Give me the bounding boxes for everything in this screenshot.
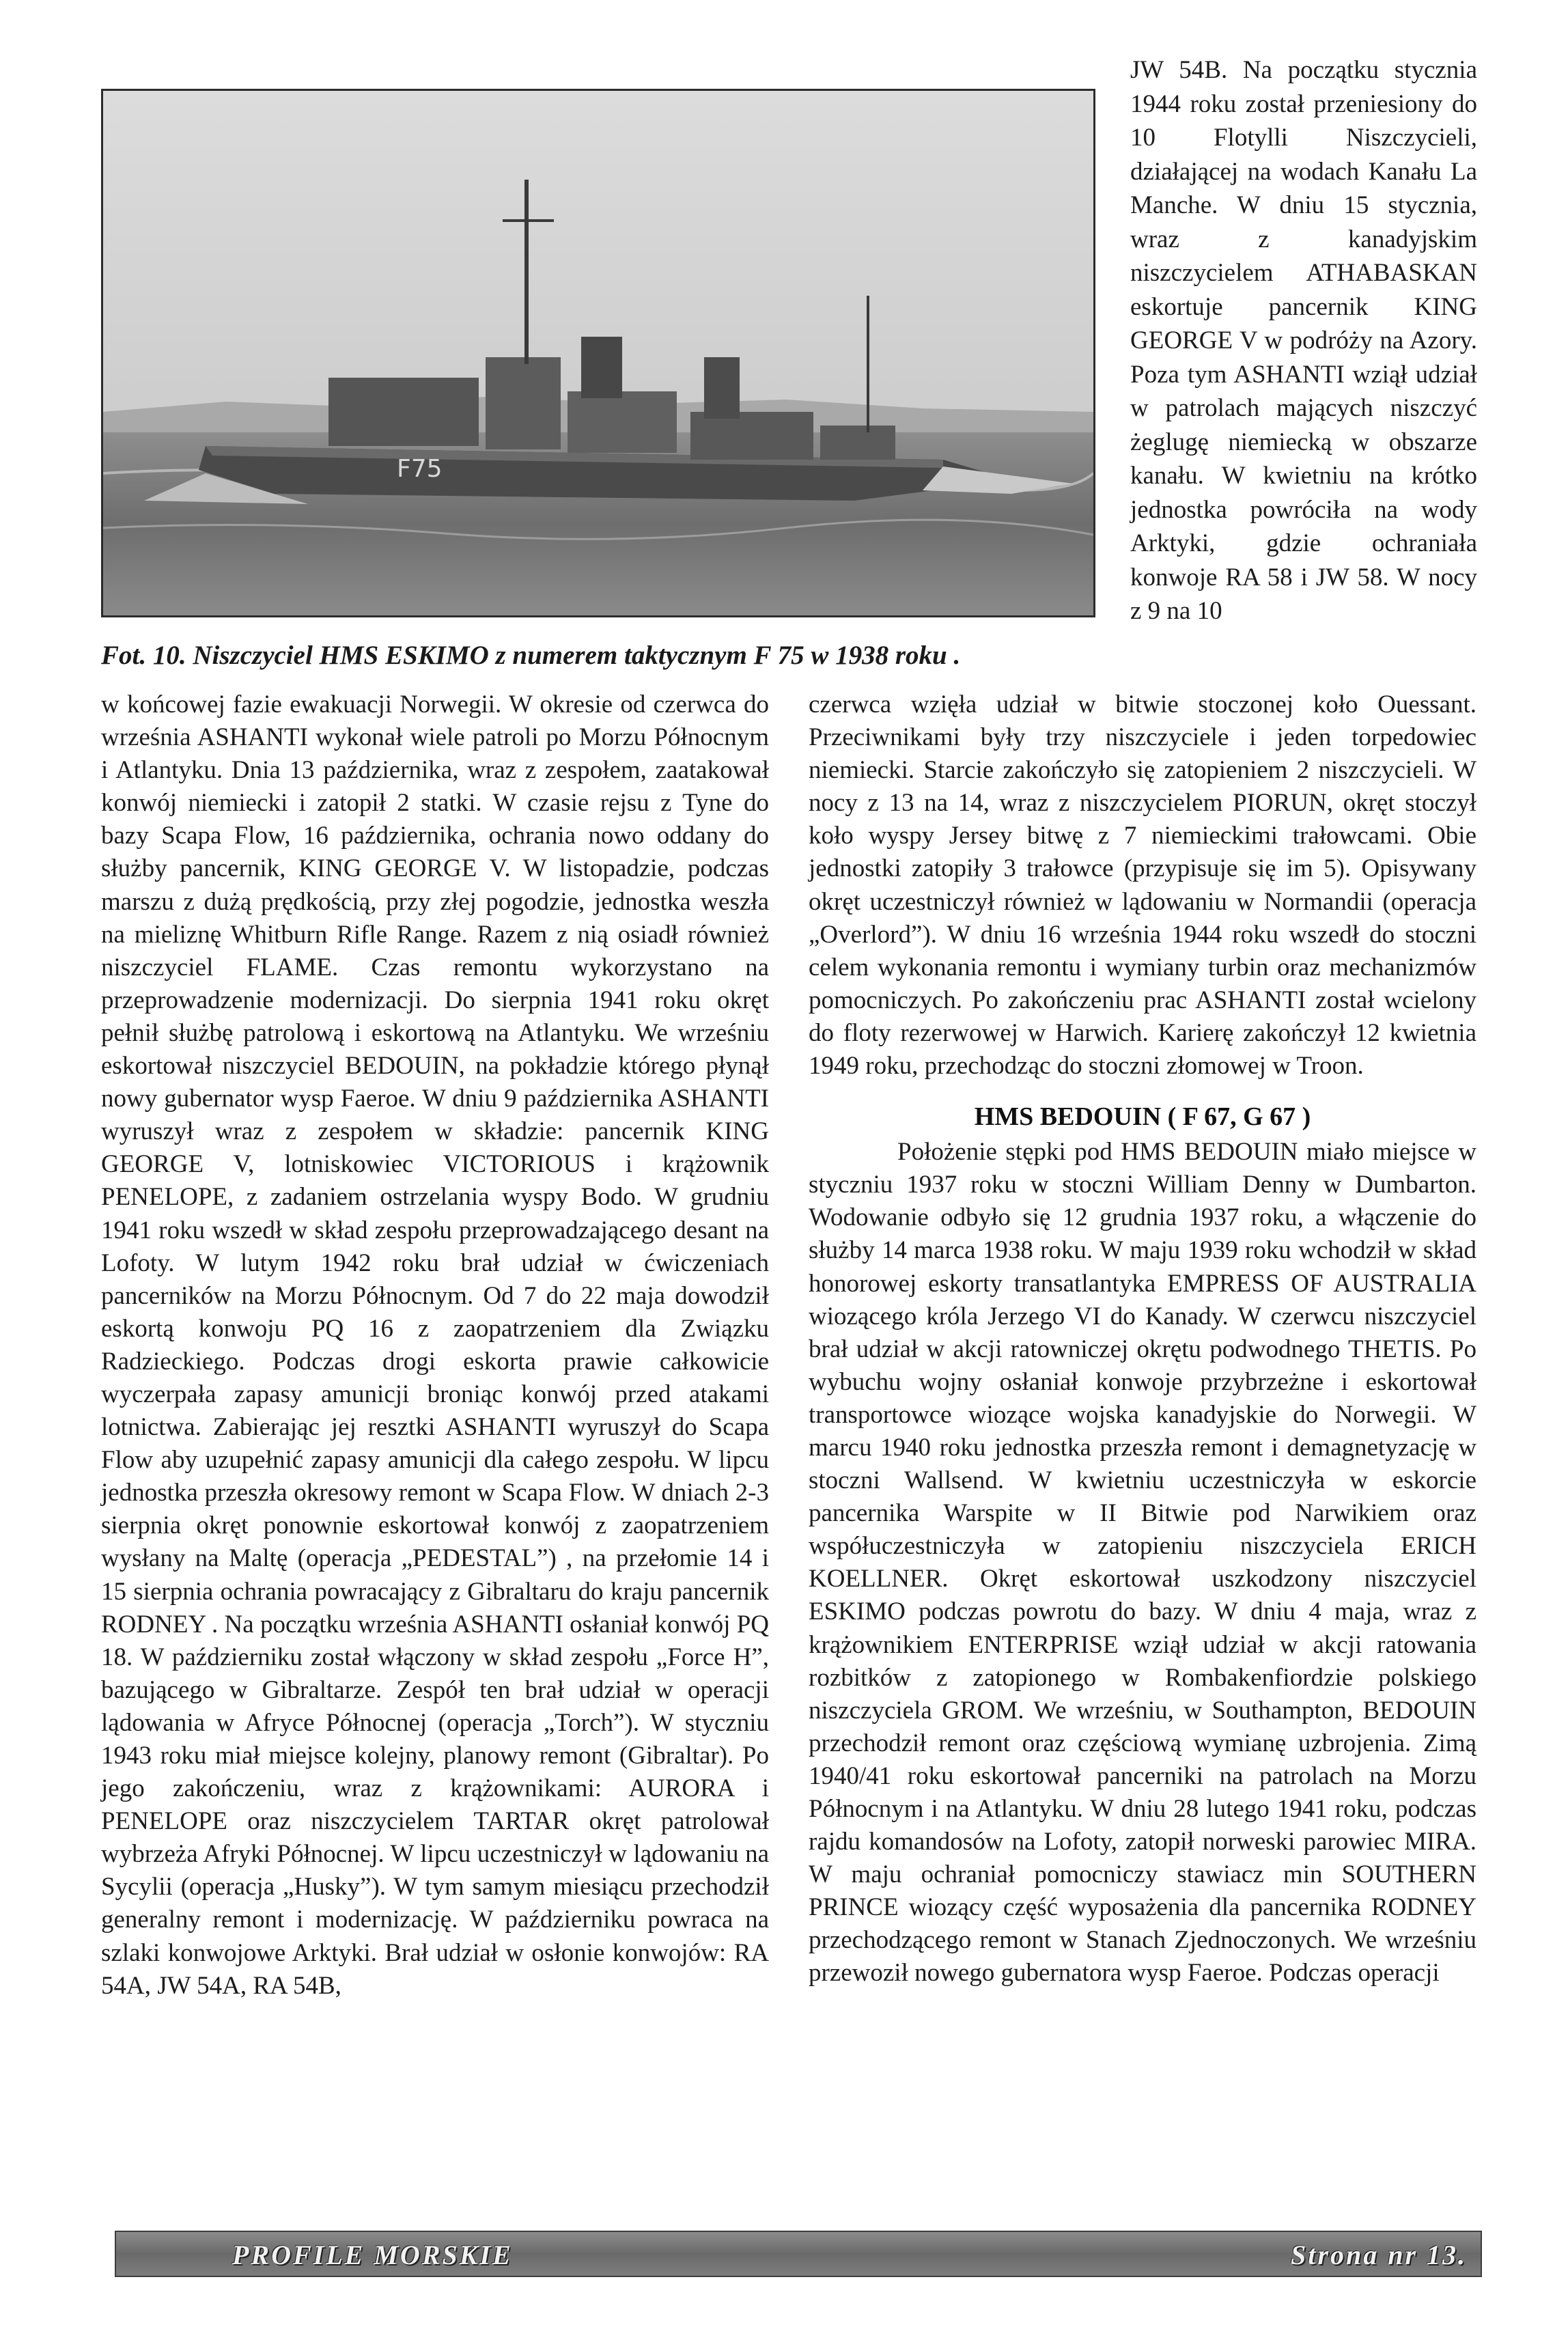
- right-column: [809, 688, 1476, 1990]
- footer-page-number: Strona nr 13.: [1291, 2240, 1467, 2270]
- section-heading: HMS BEDOUIN ( F 67, G 67 ): [974, 1102, 1311, 1132]
- top-right-column: [1130, 53, 1477, 628]
- photo-caption: Fot. 10. Niszczyciel HMS ESKIMO z numerem taktycznym F 75 w 1938 roku .: [101, 641, 961, 670]
- right-column-section-paragraph: Położenie stępki pod HMS BEDOUIN miało miejsce w styczniu 1937 roku w stoczni William Denny w Dumbarton. Wodowanie odbyło się 12 grudnia 1937 roku, a włączenie do służby 14 marca 1938 roku. W maju 1939 roku wchodził w skład honorowej eskorty transatlantyka EMPRESS OF AUSTRALIA wiozącego króla Jerzego VI do Kanady. W czerwcu niszczyciel brał udział w akcji ratowniczej okrętu podwodnego THETIS. Po wybuchu wojny osłaniał konwoje przybrzeżne i eskortował transportowce wiozące wojska kanadyjskie do Norwegii. W marcu 1940 roku jednostka przeszła remont i demagnetyzację w stoczni Wallsend. W kwietniu uczestniczyła w eskorcie pancernika Warspite w II Bitwie pod Narwikiem oraz współuczestniczyła w zatopieniu niszczyciela ERICH KOELLNER. Okręt eskortował uszkodzony niszczyciel ESKIMO podczas powrotu do bazy. W dniu 4 maja, wraz z krążownikiem ENTERPRISE wziął udział w akcji ratowania rozbitków z zatopionego w Rombakenfiordzie polskiego niszczyciela GROM. We wrześniu, w Southampton, BEDOUIN przechodził remont oraz częściową wymianę uzbrojenia. Zimą 1940/41 roku eskortował pancerniki na patrolach na Morzu Północnym i na Atlantyku. W dniu 28 lutego 1941 roku, podczas rajdu komandosów na Lofoty, zatopił norweski parowiec MIRA. W maju ochraniał pomocniczy stawiacz min SOUTHERN PRINCE wiozący część wyposażenia dla pancernika RODNEY przechodzącego remont w Stanach Zjednoczonych. We wrześniu przewoził nowego gubernatora wysp Faeroe. Podczas operacji: [809, 1138, 1476, 1988]
- page-footer: [115, 2231, 1482, 2277]
- hull-number: F75: [397, 455, 443, 483]
- warship-photo-icon: [103, 91, 1093, 615]
- right-column-intro-paragraph: czerwca wzięła udział w bitwie stoczonej koło Ouessant. Przeciwnikami były trzy niszczyciele i jeden torpedowiec niemiecki. Starcie zakończyło się zatopieniem 2 niszczycieli. W nocy z 13 na 14, wraz z niszczycielem PIORUN, okręt stoczył koło wyspy Jersey bitwę z 7 niemieckimi trałowcami. Obie jednostki zatopiły 3 trałowce (przypisuje się im 5). Opisywany okręt uczestniczył również w lądowaniu w Normandii (operacja „Overlord”). W dniu 16 września 1944 roku wszedł do stoczni celem wykonania remontu i wymiany turbin oraz mechanizmów pomocniczych. Po zakończeniu prac ASHANTI został wcielony do floty rezerwowej w Harwich. Karierę zakończył 12 kwietnia 1949 roku, przechodząc do stoczni złomowej w Troon.: [809, 691, 1476, 1080]
- top-right-paragraph: JW 54B. Na początku stycznia 1944 roku został przeniesiony do 10 Flotylli Niszczycieli, działającej na wodach Kanału La Manche. W dniu 15 stycznia, wraz z kanadyjskim niszczycielem ATHABASKAN eskortuje pancernik KING GEORGE V w podróży na Azory. Poza tym ASHANTI wziął udział w patrolach mających niszczyć żeglugę niemiecką w obszarze kanału. W kwietniu na krótko jednostka powróciła na wody Arktyki, gdzie ochraniała konwoje RA 58 i JW 58. W nocy z 9 na 10: [1130, 56, 1477, 625]
- footer-publication-title: PROFILE MORSKIE: [232, 2240, 513, 2270]
- warship-photo: [101, 89, 1095, 617]
- left-column-paragraph: w końcowej fazie ewakuacji Norwegii. W okresie od czerwca do września ASHANTI wykonał wiele patroli po Morzu Północnym i Atlantyku. Dnia 13 października, wraz z zespołem, zaatakował konwój niemiecki i zatopił 2 statki. W czasie rejsu z Tyne do bazy Scapa Flow, 16 października, ochrania nowo oddany do służby pancernik, KING GEORGE V. W listopadzie, podczas marszu z dużą prędkością, przy złej pogodzie, jednostka weszła na mieliznę Whitburn Rifle Range. Razem z nią osiadł również niszczyciel FLAME. Czas remontu wykorzystano na przeprowadzenie modernizacji. Do sierpnia 1941 roku okręt pełnił służbę patrolową i eskortową na Atlantyku. We wrześniu eskortował niszczyciel BEDOUIN, na pokładzie którego płynął nowy gubernator wysp Faeroe. W dniu 9 października ASHANTI wyruszył wraz z zespołem w składzie: pancernik KING GEORGE V, lotniskowiec VICTORIOUS i krążownik PENELOPE, z zadaniem ostrzelania wyspy Bodo. W grudniu 1941 roku wszedł w skład zespołu przeprowadzającego desant na Lofoty. W lutym 1942 roku brał udział w ćwiczeniach pancerników na Morzu Północnym. Od 7 do 22 maja dowodził eskortą konwoju PQ 16 z zaopatrzeniem dla Związku Radzieckiego. Podczas drogi eskorta prawie całkowicie wyczerpała zapasy amunicji broniąc konwój przed atakami lotnictwa. Zabierając jej resztki ASHANTI wyruszył do Scapa Flow aby uzupełnić zapasy amunicji dla całego zespołu. W lipcu jednostka przeszła okresowy remont w Scapa Flow. W dniach 2-3 sierpnia okręt ponownie eskortował konwój z zaopatrzeniem wysłany na Maltę (operacja „PEDESTAL”) , na przełomie 14 i 15 sierpnia ochrania powracający z Gibraltaru do kraju pancernik RODNEY . Na początku września ASHANTI osłaniał konwój PQ 18. W październiku został włączony w skład zespołu „Force H”, bazującego w Gibraltarze. Zespół ten brał udział w operacji lądowania w Afryce Północnej (operacja „Torch”). W styczniu 1943 roku miał miejsce kolejny, planowy remont (Gibraltar). Po jego zakończeniu, wraz z krążownikami: AURORA i PENELOPE oraz niszczycielem TARTAR okręt patrolował wybrzeża Afryki Północnej. W lipcu uczestniczył w lądowaniu na Sycylii (operacja „Husky”). W tym samym miesiącu przechodził generalny remont i modernizację. W październiku powraca na szlaki konwojowe Arktyki. Brał udział w osłonie konwojów: RA 54A, JW 54A, RA 54B,: [101, 691, 769, 2000]
- left-column: [101, 688, 769, 2003]
